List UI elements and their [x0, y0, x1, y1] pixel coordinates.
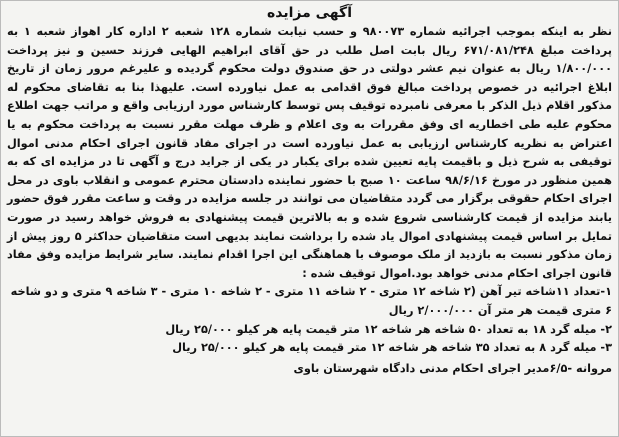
notice-title: آگهی مزایده: [266, 5, 352, 21]
seized-item-3: ۳- میله گرد ۸ به تعداد ۳۵ شاخه هر شاخه ۱۲ متر قیمت پایه هر کیلو ۲۵/۰۰۰ ریال: [172, 341, 612, 355]
seized-item-1: ۱-تعداد ۱۱شاخه تیر آهن (۲ شاخه ۱۲ متری - ۲ شاخه ۱۱ متری - ۲ شاخه ۱۰ متری - ۳ شاخه ۹ متری و دو شاخه ۶ متری قیمت هر متر آن ۲/۰۰۰/۰۰۰ ریال: [10, 285, 612, 317]
notice-body: نظر به اینکه بموجب اجرائیه شماره ۹۸۰۰۷۳ و حسب نیابت شماره ۱۲۸ شعبه ۲ اداره کار اهواز شعبه ۱ به پرداخت مبلغ ۶۷۱/۰۸۱/۲۴۸ ریال بابت اصل طلب در حق آقای ابراهیم الهایی فرزند حسین و نیز پرداخت ۱/۸۰۰/۰۰۰ ریال به عنوان نیم عشر دولتی در حق صندوق دولت محکوم گردیده و علیرغم مرور زمان از تاریخ ابلاغ اجرائیه در خصوص پرداخت مبالغ فوق اقدامی به عمل نیاورده است. علیهذا بنا به تقاضای محکوم له مذکور اقلام ذیل الذکر با معرفی نامبرده توقیف پس توسط کارشناس مورد ارزیابی واقع و مراتب جهت اطلاع محکوم علیه طی اخطاریه ای وفق مقررات به وی اعلام و ظرف مهلت مقرر نسبت به پرداخت محکوم به یا اعتراض به نظریه کارشناس ارزیابی به عمل نیاورده است در اجرای مفاد قانون اجرای احکام مدنی اموال توقیفی به شرح ذیل و باقیمت پایه تعیین شده برای یکبار در یکی از جراید درج و آگهی تا در مزایده ای که به همین منظور در مورخ ۹۸/۶/۱۶ ساعت ۱۰ صبح با حضور نماینده دادستان محترم عمومی و انقلاب باوی در محل اجرای احکام حقوقی برگزار می گردد متقاضیان می توانند در جلسه مزایده در وقت و ساعت مقرر فوق حضور یابند مزایده از قیمت کارشناسی شروع شده و به بالاترین قیمت پیشنهادی به فروش خواهد رسید در صورت تمایل بر اساس قیمت پیشنهادی اموال یاد شده را برداشت نمایند بدیهی است متقاضیان حداکثر ۵ روز پیش از زمان مذکور نسبت به بازدید از ملک موصوف با هماهنگی این اجرا اقدام نمایند. سایر شرایط مزایده وفق مفاد قانون اجرای احکام مدنی خواهد بود.اموال توقیف شده :: [7, 25, 612, 280]
seized-item-2: ۲- میله گرد ۱۸ به تعداد ۵۰ شاخه هر شاخه ۱۲ متر قیمت پایه هر کیلو ۲۵/۰۰۰ ریال: [165, 322, 612, 336]
notice-signature: مروانه -۶/۵مدیر اجرای احکام مدنی دادگاه شهرستان باوی: [293, 361, 612, 375]
